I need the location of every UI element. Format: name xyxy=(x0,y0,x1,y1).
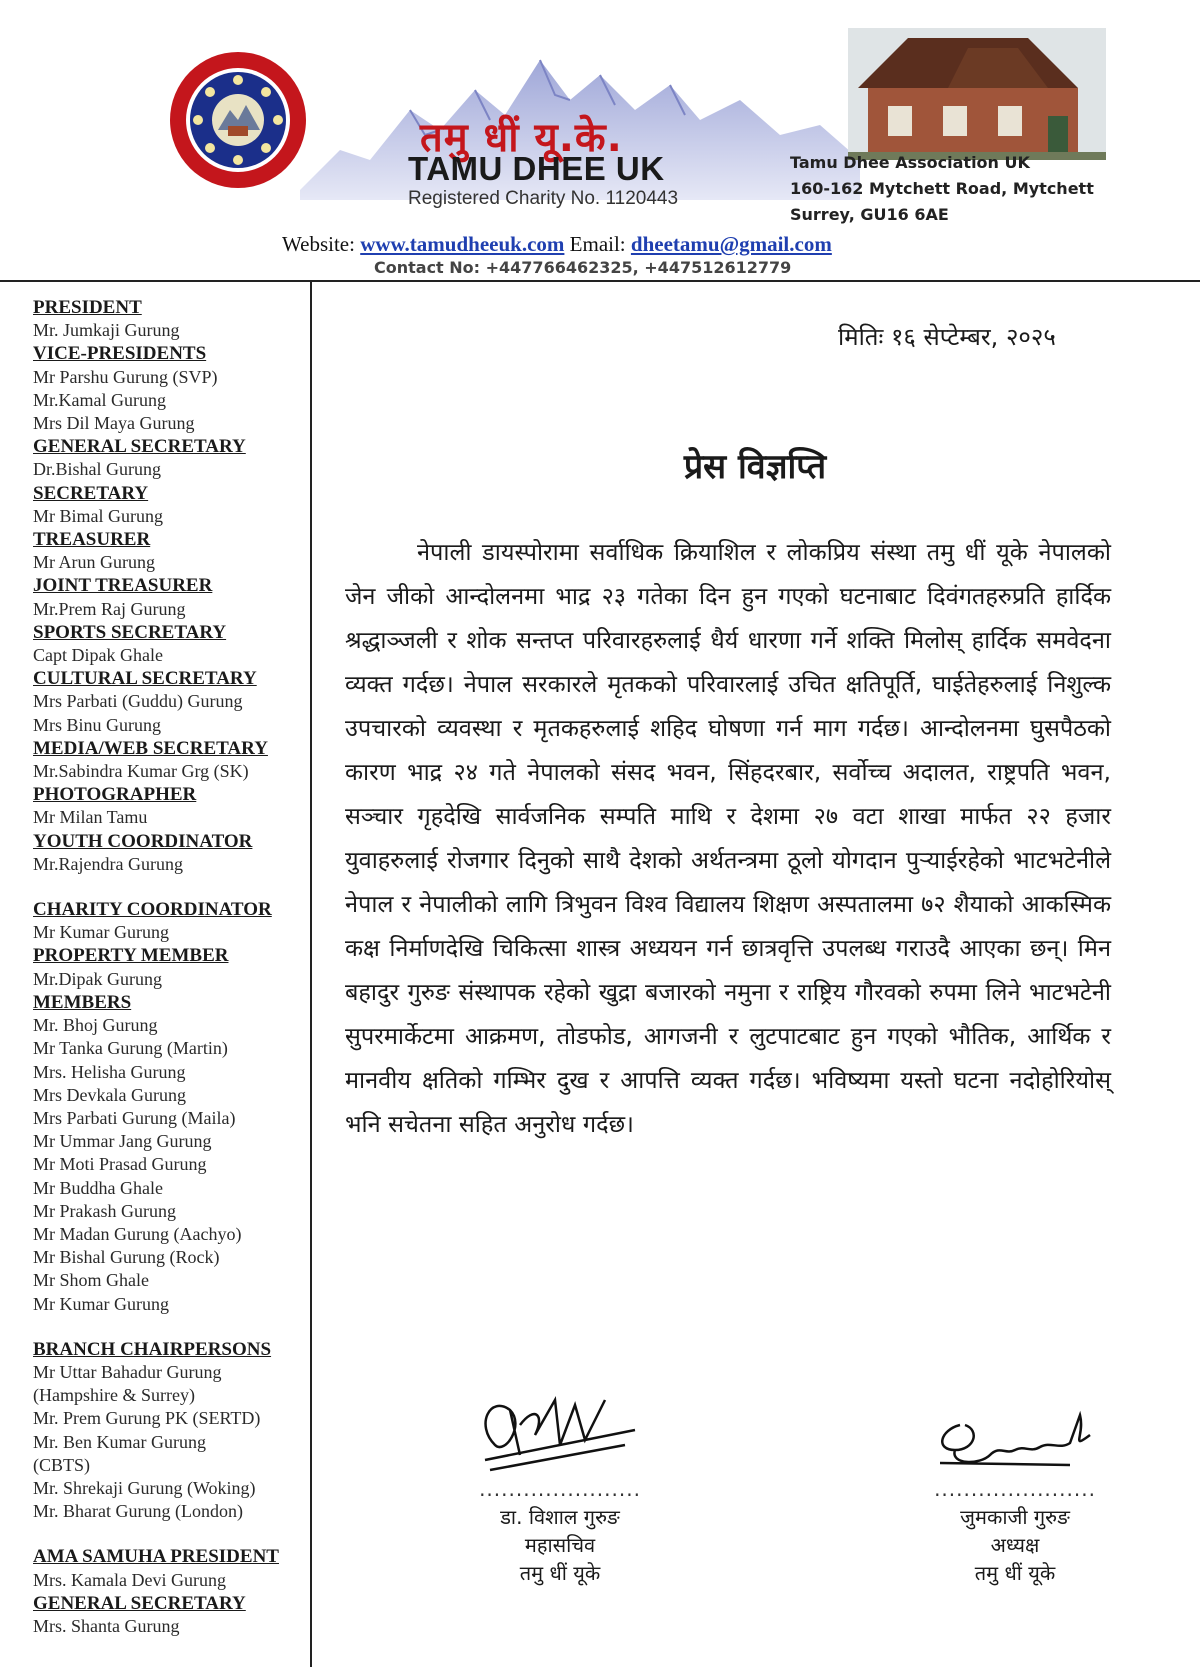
committee-member-name: Mr Kumar Gurung xyxy=(33,1293,169,1314)
website-link[interactable]: www.tamudheeuk.com xyxy=(360,232,565,256)
signatory-name: डा. विशाल गुरुङ xyxy=(500,1505,620,1529)
building-photo xyxy=(848,28,1106,160)
committee-member-name: Mrs. Kamala Devi Gurung xyxy=(33,1569,226,1590)
committee-role-heading: JOINT TREASURER xyxy=(33,575,213,597)
letterhead xyxy=(0,0,1200,282)
signature-line: ...................... xyxy=(934,1477,1096,1501)
committee-member-name: Mr Uttar Bahadur Gurung xyxy=(33,1361,222,1382)
committee-member-name: Mr. Ben Kumar Gurung xyxy=(33,1431,206,1452)
committee-member-name: Mr Milan Tamu xyxy=(33,807,148,828)
committee-role-heading: GENERAL SECRETARY xyxy=(33,436,246,458)
address-line: Tamu Dhee Association UK xyxy=(790,153,1030,172)
signatory-title: अध्यक्ष xyxy=(990,1533,1040,1557)
committee-member-name: Mr. Shrekaji Gurung (Woking) xyxy=(33,1477,256,1498)
signatory-name: जुमकाजी गुरुङ xyxy=(960,1505,1070,1529)
website-label: Website: xyxy=(282,232,355,256)
committee-role-heading: AMA SAMUHA PRESIDENT xyxy=(33,1546,279,1568)
sidebar-divider xyxy=(310,282,312,1667)
committee-sidebar xyxy=(33,296,308,1638)
committee-member-name: Mr Kumar Gurung xyxy=(33,922,169,943)
signatory-title: महासचिव xyxy=(524,1533,596,1557)
committee-role-heading: PRESIDENT xyxy=(33,297,142,318)
committee-member-name: Mr Parshu Gurung (SVP) xyxy=(33,366,218,387)
committee-role-heading: YOUTH COORDINATOR xyxy=(33,830,253,852)
charity-number: Registered Charity No. 1120443 xyxy=(408,188,679,209)
committee-member-name: Mr Prakash Gurung xyxy=(33,1200,176,1221)
committee-role-heading: SECRETARY xyxy=(33,482,149,504)
committee-member-name: (CBTS) xyxy=(33,1454,91,1475)
signature-image xyxy=(465,1385,655,1475)
committee-role-heading: CULTURAL SECRETARY xyxy=(33,668,257,690)
committee-member-name: Mr. Bharat Gurung (London) xyxy=(33,1501,243,1522)
committee-member-name: Mrs Devkala Gurung xyxy=(33,1084,186,1105)
committee-member-name: Mrs Binu Gurung xyxy=(33,714,162,735)
committee-member-name: (Hampshire & Surrey) xyxy=(33,1385,195,1406)
press-release-title: प्रेस विज्ञप्ति xyxy=(683,447,827,487)
committee-member-name: Mr Ummar Jang Gurung xyxy=(33,1131,212,1152)
committee-role-heading: VICE-PRESIDENTS xyxy=(33,343,207,365)
committee-member-name: Mrs Parbati (Guddu) Gurung xyxy=(33,691,243,712)
nepali-org-title: तमु धीं यू.के. xyxy=(420,115,623,161)
postal-address xyxy=(790,150,1094,228)
email-label: Email: xyxy=(569,232,626,256)
committee-member-name: Mr. Jumkaji Gurung xyxy=(33,320,180,341)
committee-role-heading: PROPERTY MEMBER xyxy=(33,945,229,967)
email-link[interactable]: dheetamu@gmail.com xyxy=(630,232,832,256)
committee-role-heading: MEMBERS xyxy=(33,991,132,1013)
committee-member-name: Mr Moti Prasad Gurung xyxy=(33,1154,207,1175)
committee-member-name: Mr.Kamal Gurung xyxy=(33,389,166,410)
committee-role-heading: MEDIA/WEB SECRETARY xyxy=(33,737,268,759)
committee-member-name: Mr.Rajendra Gurung xyxy=(33,853,183,874)
signatory-org: तमु धीं यूके xyxy=(974,1561,1056,1585)
committee-member-name: Mrs. Shanta Gurung xyxy=(33,1615,180,1636)
committee-member-name: Mr Arun Gurung xyxy=(33,552,155,573)
letter-body: नेपाली डायस्पोरामा सर्वाधिक क्रियाशिल र लोकप्रिय संस्था तमु धीं यूके नेपालको जेन जीको आन्दोलनमा भाद्र २३ गतेका दिन हुन गएको घटनाबाट दिवंगतहरुप्रति हार्दिक श्रद्धाञ्जली र शोक सन्तप्त परिवारहरुलाई धैर्य धारणा गर्ने शक्ति मिलोस् हार्दिक समवेदना व्यक्त गर्दछ। नेपाल सरकारले मृतकको परिवारलाई उचित क्षतिपूर्ति, घाईतेहरुलाई निशुल्क उपचारको व्यवस्था र मृतकहरुलाई शहिद घोषणा गर्न माग गर्दछ। आन्दोलनमा घुसपैठको कारण भाद्र २४ गते नेपालको संसद भवन, सिंहदरबार, सर्वोच्च अदालत, राष्ट्रपति भवन, सञ्चार गृहदेखि सार्वजनिक सम्पति माथि र देशमा २७ वटा शाखा मार्फत २२ हजार युवाहरुलाई रोजगार दिनुको साथै देशको अर्थतन्त्रमा ठूलो योगदान पुर्‍याईरहेको भाटभटेनीले नेपाल र नेपालीको लागि त्रिभुवन विश्व विद्यालय शिक्षण अस्पतालमा ७२ शैयाको आकस्मिक कक्ष निर्माणदेखि चिकित्सा शास्त्र अध्ययन गर्न छात्रवृत्ति उपलब्ध गराउदै आएका छन्। मिन बहादुर गुरुङ संस्थापक रहेको खुद्रा बजारको नमुना र राष्ट्रिय गौरवको रुपमा लिने भाटभटेनी सुपरमार्केटमा आक्रमण, तोडफोड, आगजनी र लुटपाटबाट हुन गएको भौतिक, आर्थिक र मानवीय क्षतिको गम्भिर दुख र आपत्ति व्यक्त गर्दछ। भविष्यमा यस्तो घटना नदोहोरियोस् भनि सचेतना सहित अनुरोध गर्दछ। xyxy=(345,538,1111,1138)
committee-member-name: Mr Buddha Ghale xyxy=(33,1177,163,1198)
section-spacer xyxy=(33,876,308,898)
signatory-org: तमु धीं यूके xyxy=(519,1561,601,1585)
committee-role-heading: PHOTOGRAPHER xyxy=(33,784,197,806)
committee-role-heading: CHARITY COORDINATOR xyxy=(33,899,272,921)
website-email-line xyxy=(282,232,832,257)
committee-member-name: Mrs Parbati Gurung (Maila) xyxy=(33,1107,236,1128)
address-line: Surrey, GU16 6AE xyxy=(790,205,949,224)
committee-role-heading: BRANCH CHAIRPERSONS xyxy=(33,1338,272,1360)
section-spacer xyxy=(33,1523,308,1545)
committee-member-name: Mr Tanka Gurung (Martin) xyxy=(33,1038,228,1059)
committee-member-name: Mr.Dipak Gurung xyxy=(33,968,162,989)
committee-role-heading: TREASURER xyxy=(33,529,151,551)
committee-member-name: Dr.Bishal Gurung xyxy=(33,459,161,480)
section-spacer xyxy=(33,1316,308,1338)
signature-line: ...................... xyxy=(479,1477,641,1501)
letter-date: मितिः १६ सेप्टेम्बर, २०२५ xyxy=(838,323,1056,351)
signature-block-secretary xyxy=(460,1385,660,1587)
committee-role-heading: SPORTS SECRETARY xyxy=(33,621,227,643)
address-line: 160-162 Mytchett Road, Mytchett xyxy=(790,179,1094,198)
signature-block-president xyxy=(915,1395,1115,1587)
association-logo xyxy=(168,50,308,190)
committee-member-name: Mr Shom Ghale xyxy=(33,1270,149,1291)
committee-member-name: Mr Madan Gurung (Aachyo) xyxy=(33,1223,242,1244)
committee-member-name: Mrs Dil Maya Gurung xyxy=(33,413,195,434)
committee-member-name: Mr Bishal Gurung (Rock) xyxy=(33,1247,220,1268)
committee-role-heading: GENERAL SECRETARY xyxy=(33,1592,246,1614)
committee-member-name: Mr Bimal Gurung xyxy=(33,505,163,526)
committee-member-name: Capt Dipak Ghale xyxy=(33,645,163,666)
committee-member-name: Mrs. Helisha Gurung xyxy=(33,1061,186,1082)
english-org-title: TAMU DHEE UK xyxy=(408,150,665,187)
committee-member-name: Mr. Prem Gurung PK (SERTD) xyxy=(33,1408,261,1429)
contact-numbers: Contact No: +447766462325, +447512612779 xyxy=(374,258,792,277)
header-divider xyxy=(0,280,1200,282)
committee-member-name: Mr.Prem Raj Gurung xyxy=(33,598,186,619)
committee-member-name: Mr. Bhoj Gurung xyxy=(33,1015,158,1036)
signature-image xyxy=(920,1395,1110,1475)
committee-member-name: Mr.Sabindra Kumar Grg (SK) xyxy=(33,761,249,782)
